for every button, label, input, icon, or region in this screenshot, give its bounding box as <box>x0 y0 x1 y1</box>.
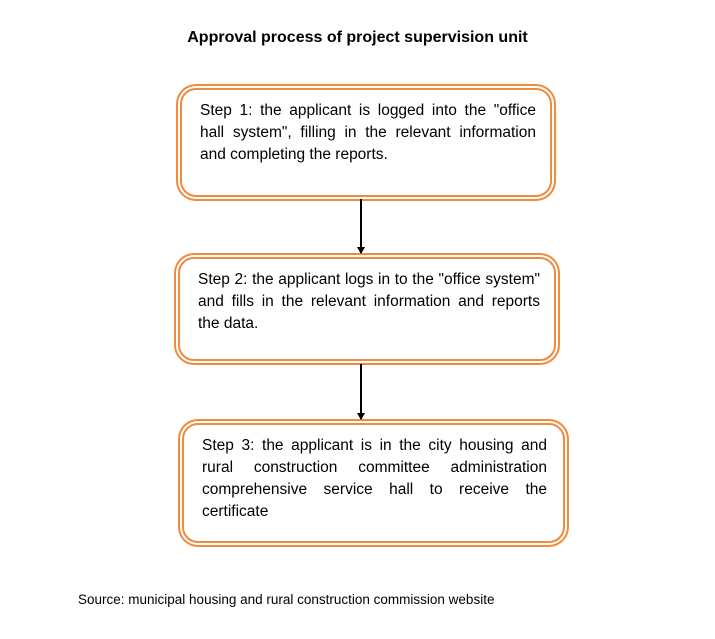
step-3-text: Step 3: the applicant is in the city housing and rural construction committee administration comprehensive service hall to receive the certificate <box>202 437 547 520</box>
step-1-text: Step 1: the applicant is logged into the "office hall system", filling in the relevant information and completing the reports. <box>200 102 536 163</box>
source-note: Source: municipal housing and rural construction commission website <box>78 592 495 607</box>
diagram-title: Approval process of project supervision unit <box>187 29 528 46</box>
step-2-text: Step 2: the applicant logs in to the "office system" and fills in the relevant information and reports the data. <box>198 271 540 332</box>
